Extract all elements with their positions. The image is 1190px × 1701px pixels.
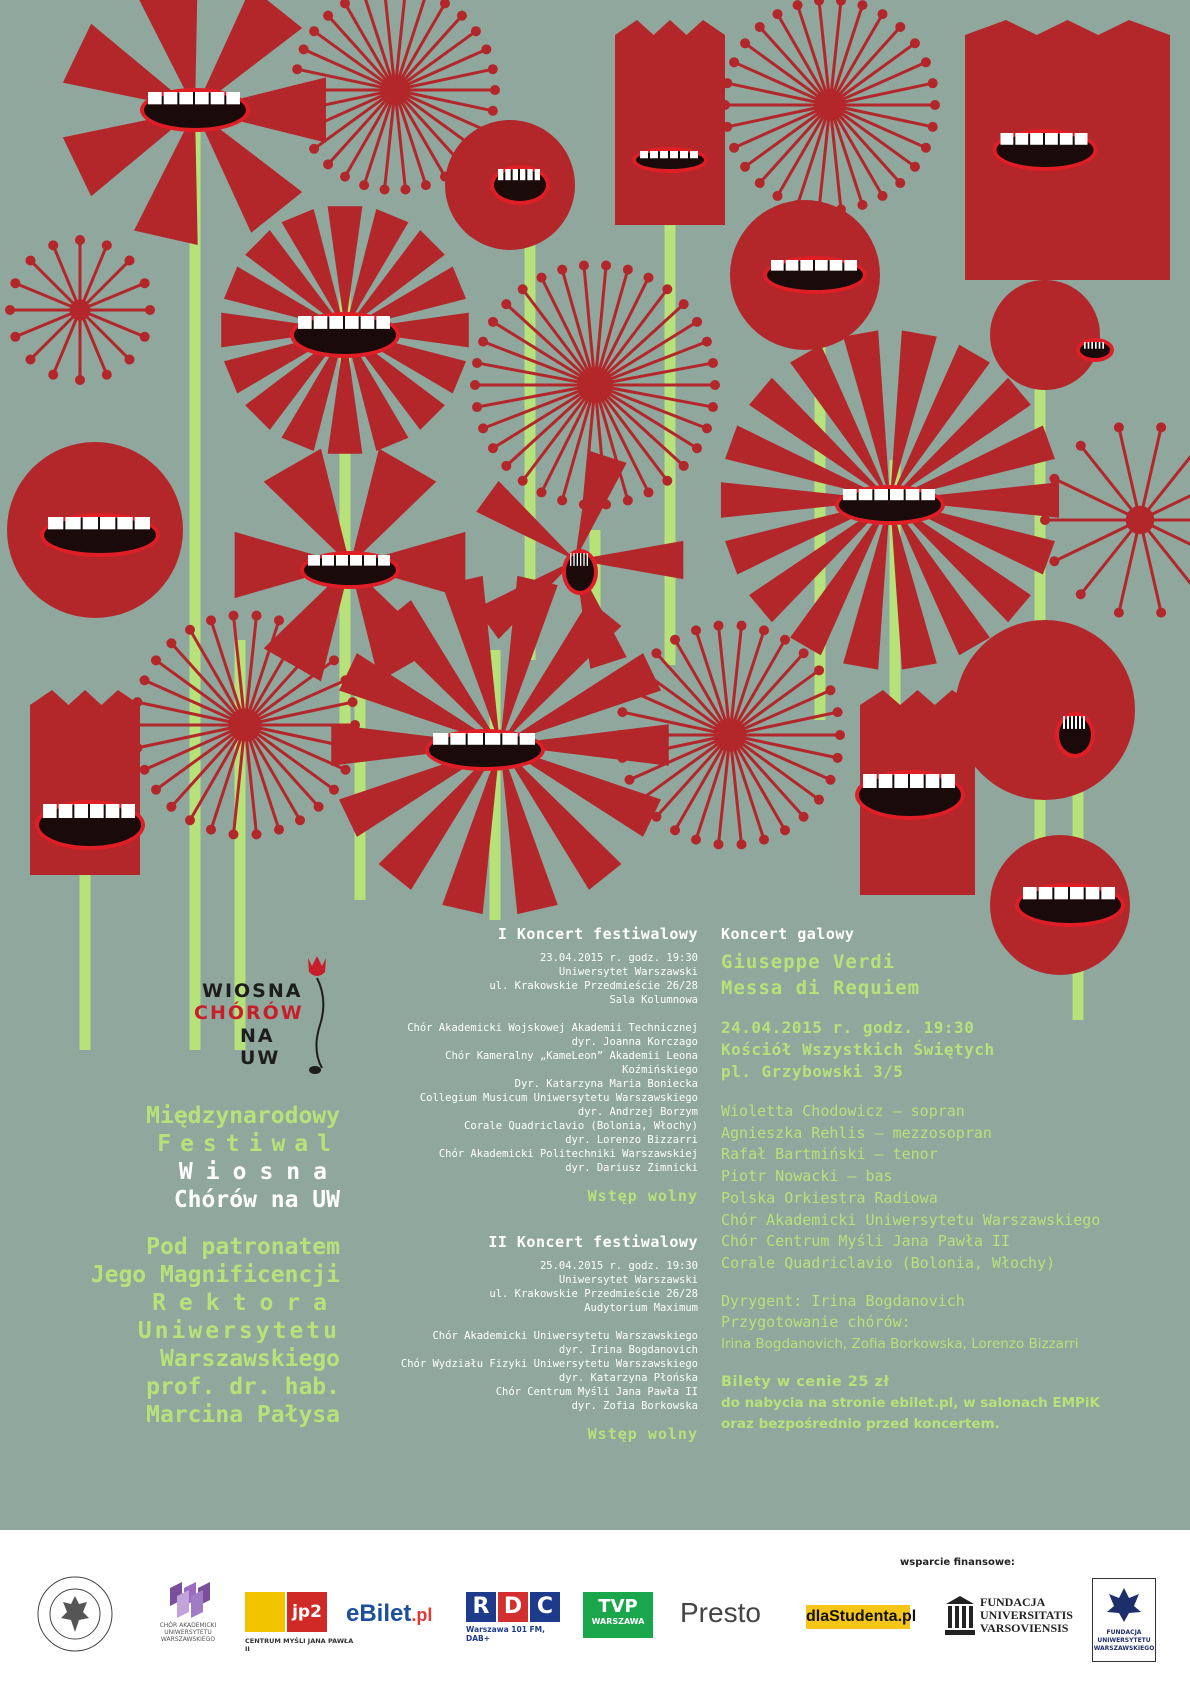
- gala-performer: Chór Akademicki Uniwersytetu Warszawskiego: [721, 1210, 1101, 1229]
- choir-uw-logo: CHÓR AKADEMICKI UNIWERSYTETU WARSZAWSKIEGO: [148, 1578, 228, 1648]
- concert-2-choir: Chór Wydziału Fizyki Uniwersytetu Warszawskiego: [400, 1358, 698, 1370]
- festival-title-4: Chórów na UW: [173, 1187, 340, 1213]
- jp2-logo: jp2 CENTRUM MYŚLI JANA PAWŁA II: [245, 1592, 335, 1650]
- gala-performer: Corale Quadriclavio (Bolonia, Włochy): [721, 1253, 1056, 1272]
- patronage-1: Pod patronatem: [146, 1234, 340, 1260]
- tickets-info-1: do nabycia na stronie ebilet.pl, w salonach EMPiK: [721, 1395, 1101, 1412]
- gala-address: pl. Grzybowski 3/5: [721, 1062, 904, 1081]
- logo-wiosna: WIOSNA: [202, 980, 303, 1002]
- festival-logo: [194, 950, 330, 1080]
- concert-2-choir: Chór Centrum Myśli Jana Pawła II: [495, 1386, 698, 1398]
- presto-logo: Presto: [680, 1597, 761, 1628]
- dlastudenta-logo: dlaStudenta.pl: [806, 1605, 910, 1629]
- concert-2-choir: Chór Akademicki Uniwersytetu Warszawskiego: [432, 1330, 698, 1342]
- festival-title-2: Festiwal: [157, 1131, 340, 1157]
- concert-2-place2: ul. Krakowskie Przedmieście 26/28: [489, 1288, 698, 1300]
- logo-uw: UW: [240, 1047, 281, 1069]
- gala-conductor: Dyrygent: Irina Bogdanovich: [721, 1291, 965, 1310]
- concert-1-choir: dyr. Joanna Korczago: [571, 1036, 698, 1048]
- gala-date: 24.04.2015 r. godz. 19:30: [721, 1018, 975, 1037]
- concert-1-choir: Chór Akademicki Wojskowej Akademii Technicznej: [407, 1022, 698, 1034]
- logo-na: NA: [240, 1025, 275, 1047]
- concert-1-choir: Chór Kameralny „KameLeon” Akademii Leona Koźmińskiego: [445, 1050, 698, 1076]
- gala-performer: Polska Orkiestra Radiowa: [721, 1188, 938, 1207]
- concert-1-choir: Dyr. Katarzyna Maria Boniecka: [514, 1078, 698, 1090]
- sponsor-label: wsparcie finansowe:: [900, 1557, 1015, 1568]
- tickets-price: Bilety w cenie 25 zł: [721, 1374, 890, 1391]
- rdc-logo: R D C Warszawa 101 FM, DAB+: [466, 1592, 562, 1642]
- fundacja-uv-logo: FUNDACJA UNIVERSITATIS VARSOVIENSIS: [944, 1594, 1079, 1638]
- ebilet-logo: eBilet.pl: [346, 1600, 433, 1627]
- concert-1-choir: Collegium Musicum Uniwersytetu Warszawskiego: [419, 1092, 698, 1104]
- concert-1-place1: Uniwersytet Warszawski: [558, 966, 698, 978]
- gala-venue: Kościół Wszystkich Świętych: [721, 1040, 995, 1059]
- concert-2-place3: Audytorium Maximum: [584, 1302, 698, 1314]
- gala-performer: Chór Centrum Myśli Jana Pawła II: [721, 1232, 1010, 1251]
- concert-1-choir: dyr. Lorenzo Bizzarri: [565, 1134, 698, 1146]
- patronage-4: Uniwersytetu: [137, 1318, 340, 1344]
- concert-1-choir: dyr. Dariusz Zimnicki: [565, 1162, 698, 1174]
- gala-composer: Giuseppe Verdi: [721, 951, 896, 973]
- gala-work: Messa di Requiem: [721, 977, 921, 999]
- concert-2-place1: Uniwersytet Warszawski: [558, 1274, 698, 1286]
- concert-1-free-entry: Wstęp wolny: [587, 1187, 698, 1205]
- concert-1-choir: dyr. Andrzej Borzym: [577, 1106, 698, 1118]
- tulip-note-icon: [300, 950, 334, 1080]
- gala-performer: Rafał Bartmiński – tenor: [721, 1145, 938, 1164]
- patronage-3: Rektora: [152, 1290, 340, 1316]
- patronage-6: prof. dr. hab.: [146, 1374, 340, 1400]
- concert-2: [380, 1233, 698, 1443]
- concert-1-choir: Chór Akademicki Politechniki Warszawskiej: [438, 1148, 698, 1160]
- patronage-5: Warszawskiego: [159, 1346, 340, 1372]
- flower-heads: [5, 0, 1190, 975]
- gala-performer: Agnieszka Rehlis – mezzosopran: [721, 1123, 992, 1142]
- patronage-2: Jego Magnificencji: [90, 1262, 340, 1288]
- gala-performer: Wioletta Chodowicz – sopran: [721, 1102, 965, 1120]
- concert-1-date: 23.04.2015 r. godz. 19:30: [539, 952, 698, 964]
- concert-2-choir: dyr. Irina Bogdanovich: [558, 1344, 698, 1356]
- gala-performer: Piotr Nowacki – bas: [721, 1167, 893, 1186]
- concert-2-date: 25.04.2015 r. godz. 19:30: [539, 1260, 698, 1272]
- logo-chorow: CHÓRÓW: [194, 1002, 304, 1024]
- gala-title: Koncert galowy: [721, 925, 855, 943]
- concert-1-title: I Koncert festiwalowy: [497, 925, 698, 943]
- uw-seal-logo: [35, 1574, 115, 1654]
- gala-prep-label: Przygotowanie chórów:: [721, 1313, 911, 1332]
- tickets-info-2: oraz bezpośrednio przed koncertem.: [721, 1416, 1000, 1433]
- gala-prep-names: Irina Bogdanovich, Zofia Borkowska, Lorenzo Bizzarri: [721, 1336, 1079, 1353]
- concert-1-place2: ul. Krakowskie Przedmieście 26/28: [489, 980, 698, 992]
- concert-1: [380, 925, 698, 1205]
- tvp-warszawa-logo: TVP WARSZAWA: [583, 1592, 653, 1638]
- fundacja-uw-logo: FUNDACJA UNIWERSYTETU WARSZAWSKIEGO: [1092, 1578, 1156, 1662]
- concert-2-choir: dyr. Katarzyna Płońska: [558, 1372, 698, 1384]
- concert-1-place3: Sala Kolumnowa: [609, 994, 698, 1006]
- concert-2-free-entry: Wstęp wolny: [587, 1425, 698, 1443]
- concert-1-choir: Corale Quadriclavio (Bolonia, Włochy): [464, 1120, 698, 1132]
- festival-title-1: Międzynarodowy: [146, 1103, 340, 1129]
- patronage-7: Marcina Pałysa: [146, 1402, 340, 1428]
- concert-2-title: II Koncert festiwalowy: [488, 1233, 698, 1251]
- gala-concert: [721, 925, 1161, 1435]
- festival-title-3: Wiosna: [178, 1159, 340, 1185]
- concert-2-choir: dyr. Zofia Borkowska: [571, 1400, 698, 1412]
